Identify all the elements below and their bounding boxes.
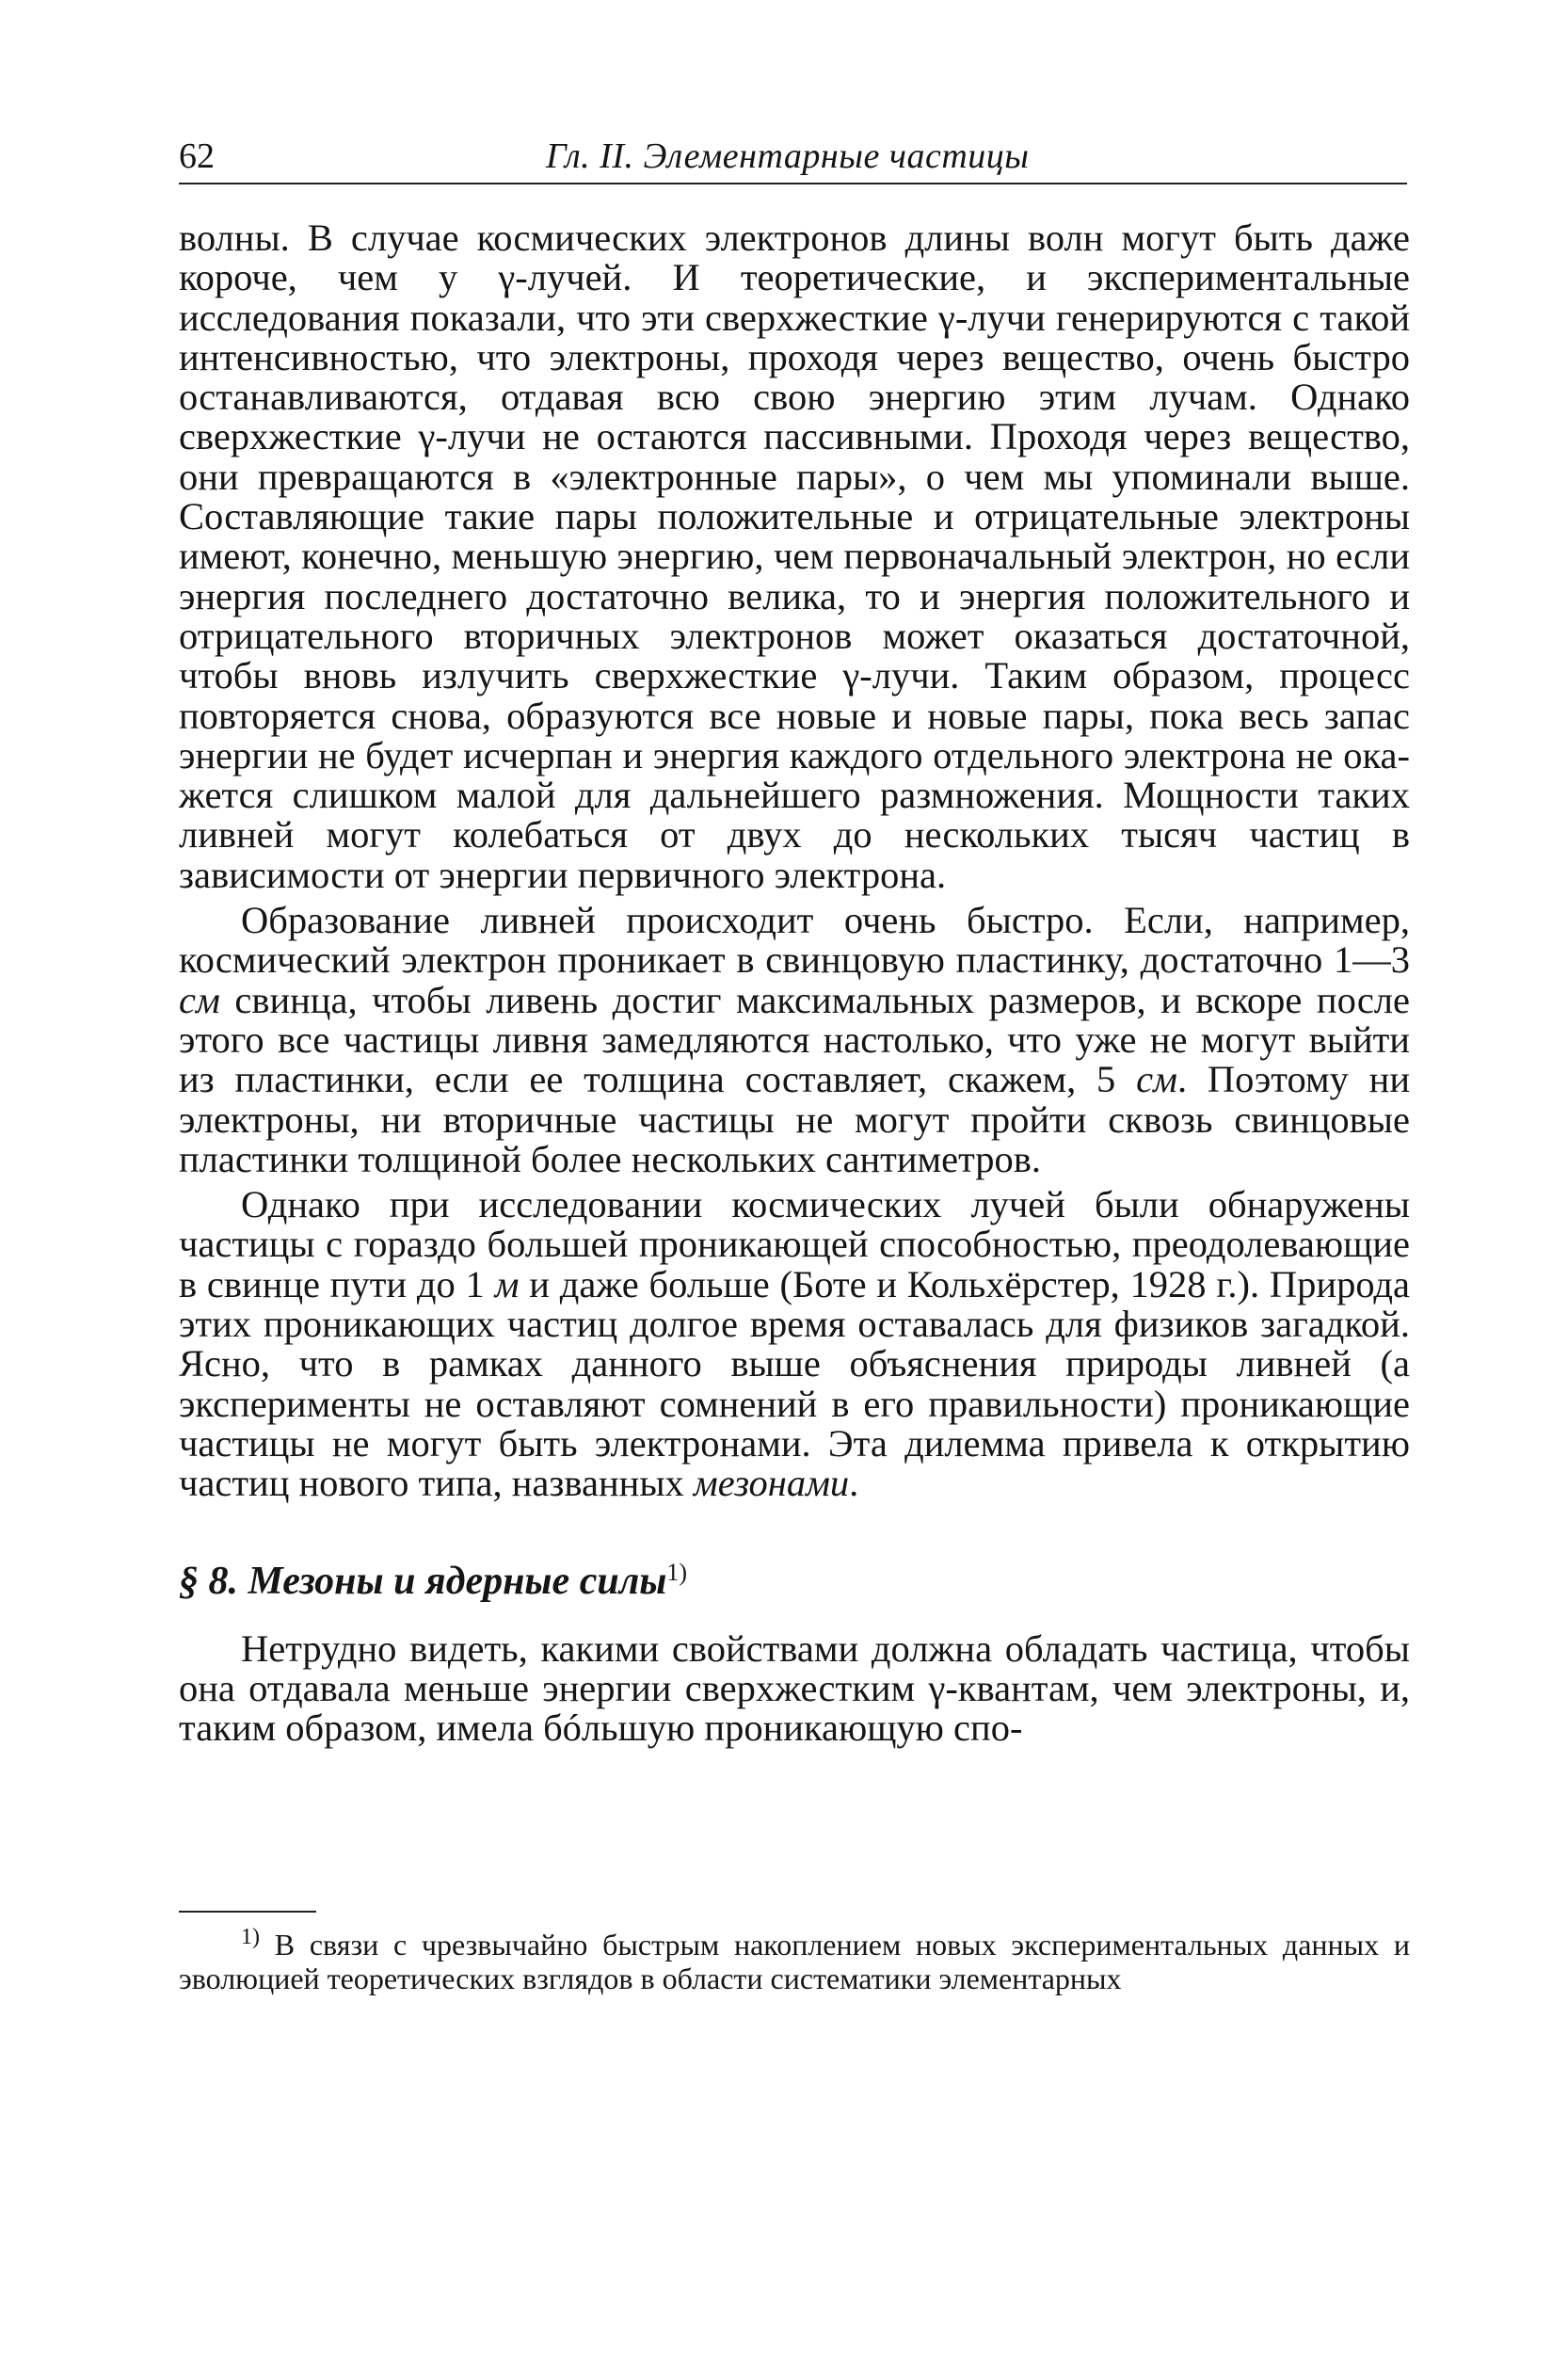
paragraph-2-text-c: . Поэтому ни электроны, ни вторичные частицы не могут пройти сквозь свинцовые пластинки толщиной более нескольких сантиметров. [179, 1058, 1411, 1180]
paragraph-2-text-b: свинца, чтобы ливень достиг максимальных размеров, и вскоре после этого все частицы ливня замедляются настолько, что уже не могут выйти из пластинки, если ее толщина составляет, скажем, 5 [179, 978, 1410, 1101]
term-mesons: мезонами [693, 1462, 850, 1505]
unit-m: м [494, 1262, 520, 1305]
footnote-mark: 1) [241, 1925, 260, 1949]
page-number: 62 [179, 136, 215, 176]
body-text [179, 218, 1410, 1749]
paragraph-2-text-a: Образование ливней происходит очень быстро. Если, например, космический электрон проникает в свинцовую пластинку, достаточно 1—3 [179, 899, 1410, 982]
paragraph-3-end: . [849, 1462, 859, 1505]
unit-cm-1: см [179, 978, 220, 1021]
paragraph-2 [179, 901, 1410, 1179]
footnote-text: В связи с чрезвычайно быстрым накоплением новых экспериментальных данных и эволюцией теоретических взглядов в области систематики элементарных [179, 1928, 1411, 1995]
section-heading [179, 1553, 1410, 1601]
footnote [179, 1920, 1410, 1995]
section-title: § 8. Мезоны и ядерные силы [179, 1559, 667, 1603]
paragraph-3-text-b: и даже больше (Боте и Кольхёрстер, 1928 г.). Природа этих проникающих частиц долгое время оставалась для физиков загадкой. Ясно, что в рамках данного выше объяснения природы ливней (а эксперименты не оставляют сомнений в его правильности) проникающие частицы не могут быть электронами. Эта дилемма привела к открытию частиц нового типа, названных [179, 1262, 1411, 1505]
paragraph-1: волны. В случае космических электронов длины волн могут быть даже короче, чем у γ-лучей. И теоретические, и экспериментальные исследования показали, что эти сверхжесткие γ-лучи генерируются с такой интенсивностью, что электроны, проходя через вещество, очень быстро останавливаются, отдавая всю свою энергию этим лучам. Однако сверхжесткие γ-лучи не остаются пассивными. Проходя через вещество, они превращаются в «электронные пары», о чем мы упоминали выше. Составляющие такие пары положительные и отрицательные электроны имеют, конечно, меньшую энергию, чем первоначальный электрон, но если энергия последнего достаточно велика, то и энергия положительного и отрицательного вторичных электронов может оказаться достаточной, чтобы вновь излучить сверхжесткие γ-лучи. Таким образом, процесс повторяется снова, образуются все новые и новые пары, пока весь запас энергии не будет исчерпан и энергия каждого отдельного электрона не окажется слишком малой для дальнейшего размножения. Мощности таких ливней могут колебаться от двух до нескольких тысяч частиц в зависимости от энергии первичного электрона. [179, 216, 1410, 896]
paragraph-3-text-a: Однако при исследовании космических лучей были обнаружены частицы с гораздо большей проникающей способностью, преодолевающие в свинце пути до 1 [179, 1183, 1410, 1305]
running-title: Гл. II. Элементарные частицы [546, 136, 1030, 176]
footnote-rule [179, 1911, 316, 1913]
paragraph-4: Нетрудно видеть, какими свойствами должна обладать частица, чтобы она отдавала меньше энергии сверхжестким γ-квантам, чем электроны, и, таким образом, имела бóльшую проникающую спо- [179, 1626, 1410, 1750]
running-head [179, 132, 1407, 184]
footnote-marker[interactable]: 1) [666, 1558, 688, 1586]
unit-cm-2: см [1136, 1058, 1177, 1101]
paragraph-3 [179, 1185, 1410, 1503]
